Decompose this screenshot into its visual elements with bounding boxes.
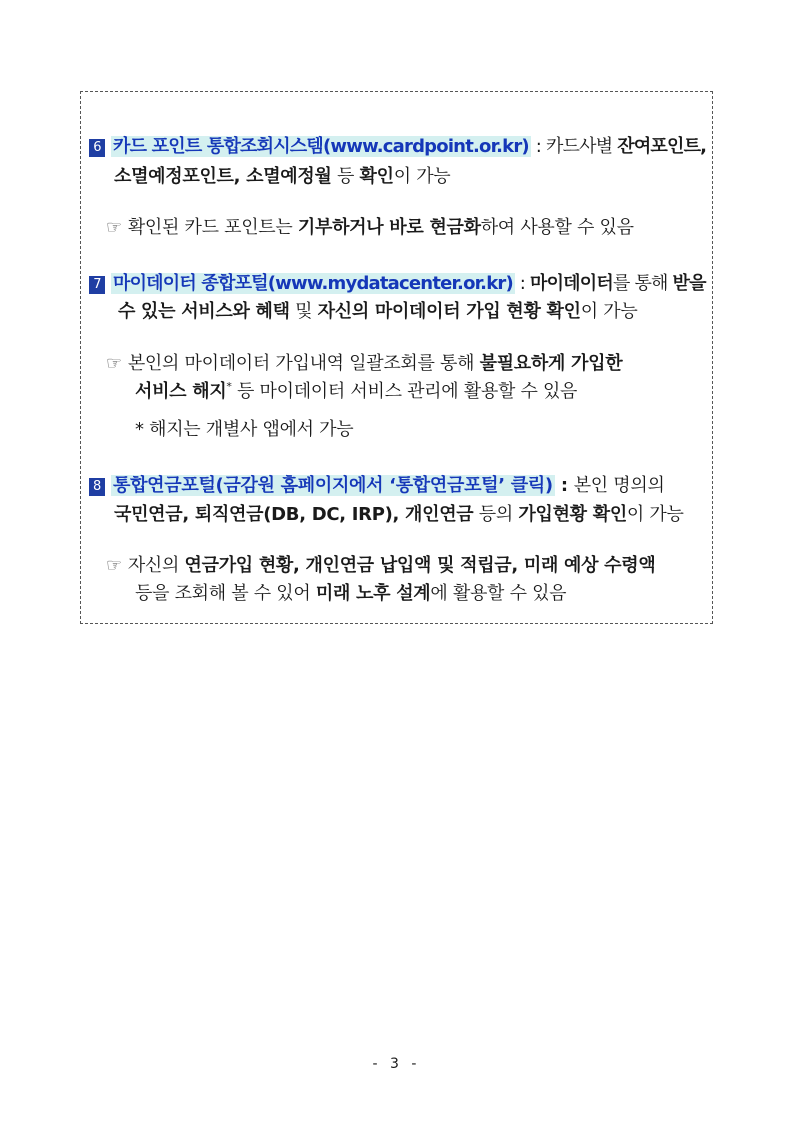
section-7-footnote (135, 418, 353, 442)
text: 확인된 카드 포인트는 (127, 217, 298, 238)
section-7-title: 마이데이터 종합포털(www.mydatacenter.or.kr) (113, 273, 513, 294)
text: 에 활용할 수 있음 (430, 583, 567, 604)
bold-text: 가입현황 확인 (518, 504, 627, 525)
bold-text: 잔여포인트, (617, 136, 707, 157)
text: 및 (289, 301, 318, 322)
page-number: - 3 - (372, 1056, 421, 1072)
bold-text: 받을 (672, 273, 706, 294)
separator: : (554, 475, 574, 496)
bold-text: 미래 노후 설계 (315, 583, 431, 604)
bold-text: 불필요하게 가입한 (479, 353, 623, 374)
bold-text: 수 있는 서비스와 혜택 (118, 301, 290, 322)
section-6-title: 카드 포인트 통합조회시스템(www.cardpoint.or.kr) (113, 136, 529, 157)
bold-text: 확인 (359, 166, 394, 187)
section-8-title: 통합연금포털(금감원 홈페이지에서 ‘통합연금포털’ 클릭) (113, 475, 553, 496)
bold-text: 국민연금, 퇴직연금(DB, DC, IRP), 개인연금 (114, 504, 474, 525)
section-number-badge: 7 (89, 276, 105, 294)
section-6-line-2 (114, 165, 450, 189)
text: 이 가능 (580, 301, 638, 322)
bold-text: 연금가입 현황, 개인연금 납입액 및 적립금, 미래 예상 수령액 (184, 555, 656, 576)
footnote-text: * 해지는 개별사 앱에서 가능 (135, 419, 354, 440)
text: 하여 사용할 수 있음 (480, 217, 634, 238)
section-7-note-line-2 (135, 380, 577, 404)
bold-text: 기부하거나 바로 현금화 (297, 217, 481, 238)
section-6-line-1 (89, 135, 706, 159)
section-8-line-2 (114, 503, 684, 527)
separator: : (514, 273, 530, 294)
pointing-hand-icon: ☞ (106, 353, 122, 374)
section-number-badge: 6 (89, 139, 105, 157)
bold-text: 마이데이터 (529, 273, 613, 294)
bold-text: 소멸예정포인트, 소멸예정월 (114, 166, 332, 187)
text: 를 통해 (612, 273, 673, 294)
text: 카드사별 (545, 136, 618, 157)
text: 등 (331, 166, 360, 187)
text: 본인의 마이데이터 가입내역 일괄조회를 통해 (127, 353, 480, 374)
section-8-note-line-2 (135, 582, 566, 606)
text: 본인 명의의 (573, 475, 665, 496)
section-7-line-2 (118, 300, 637, 324)
section-number-badge: 8 (89, 478, 105, 496)
text: 이 가능 (626, 504, 684, 525)
pointing-hand-icon: ☞ (106, 555, 122, 576)
section-8-line-1 (89, 474, 665, 498)
text: 등을 조회해 볼 수 있어 (135, 583, 316, 604)
text: 등 마이데이터 서비스 관리에 활용할 수 있음 (231, 381, 578, 402)
text: 등의 (473, 504, 519, 525)
section-6-note (106, 216, 634, 240)
footnote-marker: * (226, 380, 232, 393)
section-8-note-line-1 (106, 554, 655, 578)
section-7-line-1 (89, 272, 706, 296)
pointing-hand-icon: ☞ (106, 217, 122, 238)
separator: : (530, 136, 546, 157)
bold-text: 서비스 해지 (135, 381, 227, 402)
text: 자신의 (127, 555, 185, 576)
section-7-note-line-1 (106, 352, 622, 376)
text: 이 가능 (393, 166, 451, 187)
bold-text: 자신의 마이데이터 가입 현황 확인 (317, 301, 581, 322)
